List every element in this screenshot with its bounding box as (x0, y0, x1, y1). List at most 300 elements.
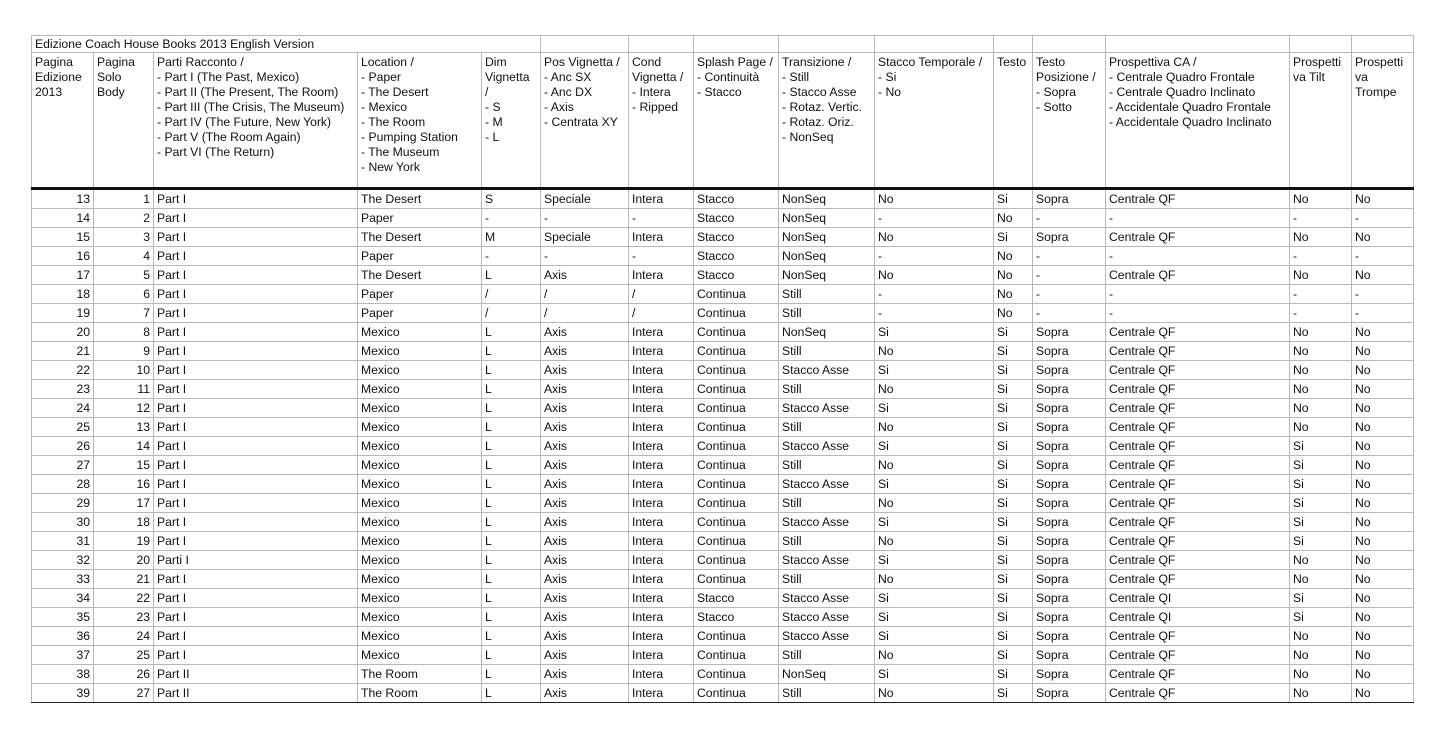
table-cell[interactable]: No (994, 209, 1033, 228)
column-header[interactable] (875, 53, 994, 189)
table-cell[interactable]: Mexico (358, 380, 482, 399)
table-cell[interactable]: - (1033, 209, 1106, 228)
table-cell[interactable]: The Room (358, 684, 482, 703)
table-cell[interactable]: No (1352, 627, 1414, 646)
table-cell[interactable]: Paper (358, 209, 482, 228)
table-cell[interactable]: Mexico (358, 494, 482, 513)
table-cell[interactable]: Part I (154, 189, 358, 209)
table-cell[interactable]: / (482, 304, 541, 323)
table-cell[interactable]: L (482, 475, 541, 494)
table-cell[interactable]: Si (875, 589, 994, 608)
table-cell[interactable]: 8 (94, 323, 154, 342)
table-cell[interactable]: Axis (541, 399, 629, 418)
table-cell[interactable]: Centrale QF (1106, 266, 1290, 285)
table-cell[interactable]: L (482, 589, 541, 608)
table-cell[interactable]: Si (875, 513, 994, 532)
table-cell[interactable]: L (482, 627, 541, 646)
table-cell[interactable]: The Desert (358, 266, 482, 285)
table-cell[interactable]: - (1352, 285, 1414, 304)
table-cell[interactable]: Si (875, 665, 994, 684)
table-cell[interactable]: Speciale (541, 228, 629, 247)
table-cell[interactable]: L (482, 342, 541, 361)
table-cell[interactable]: M (482, 228, 541, 247)
table-cell[interactable]: Si (875, 475, 994, 494)
table-cell[interactable]: Continua (694, 551, 779, 570)
table-cell[interactable]: Axis (541, 684, 629, 703)
table-cell[interactable]: Intera (629, 437, 694, 456)
table-cell[interactable]: Intera (629, 551, 694, 570)
table-cell[interactable]: 18 (32, 285, 94, 304)
table-cell[interactable]: L (482, 266, 541, 285)
table-cell[interactable]: L (482, 399, 541, 418)
table-cell[interactable]: Stacco (694, 266, 779, 285)
table-cell[interactable]: Intera (629, 456, 694, 475)
table-cell[interactable]: Part I (154, 437, 358, 456)
table-cell[interactable]: 28 (32, 475, 94, 494)
column-header[interactable] (154, 53, 358, 189)
table-cell[interactable]: Axis (541, 589, 629, 608)
table-cell[interactable]: Stacco Asse (779, 399, 875, 418)
table-cell[interactable]: 17 (32, 266, 94, 285)
table-cell[interactable]: Sopra (1033, 532, 1106, 551)
table-cell[interactable]: Axis (541, 532, 629, 551)
table-cell[interactable]: Axis (541, 665, 629, 684)
table-cell[interactable]: 7 (94, 304, 154, 323)
table-cell[interactable]: Si (994, 189, 1033, 209)
table-cell[interactable]: Continua (694, 627, 779, 646)
empty-cell[interactable] (1106, 36, 1290, 53)
table-cell[interactable]: Axis (541, 570, 629, 589)
table-cell[interactable]: Sopra (1033, 646, 1106, 665)
table-cell[interactable]: The Room (358, 665, 482, 684)
column-header[interactable] (541, 53, 629, 189)
column-header[interactable] (779, 53, 875, 189)
empty-cell[interactable] (694, 36, 779, 53)
table-cell[interactable]: Mexico (358, 361, 482, 380)
table-cell[interactable]: 1 (94, 189, 154, 209)
table-cell[interactable]: 26 (32, 437, 94, 456)
table-cell[interactable]: Part I (154, 285, 358, 304)
table-cell[interactable]: Si (994, 418, 1033, 437)
table-cell[interactable]: Sopra (1033, 342, 1106, 361)
table-cell[interactable]: Mexico (358, 418, 482, 437)
table-cell[interactable]: Si (1290, 456, 1352, 475)
table-cell[interactable]: Continua (694, 323, 779, 342)
table-cell[interactable]: - (541, 247, 629, 266)
table-cell[interactable]: Part I (154, 456, 358, 475)
table-cell[interactable]: Si (1290, 513, 1352, 532)
column-header[interactable] (358, 53, 482, 189)
table-cell[interactable]: Si (994, 494, 1033, 513)
table-cell[interactable]: Centrale QF (1106, 532, 1290, 551)
table-cell[interactable]: - (1106, 209, 1290, 228)
table-cell[interactable]: Axis (541, 646, 629, 665)
table-cell[interactable]: Si (1290, 589, 1352, 608)
table-cell[interactable]: L (482, 513, 541, 532)
table-cell[interactable]: Centrale QF (1106, 228, 1290, 247)
table-cell[interactable]: Axis (541, 513, 629, 532)
table-cell[interactable]: / (629, 304, 694, 323)
table-cell[interactable]: / (541, 304, 629, 323)
table-cell[interactable]: Si (994, 646, 1033, 665)
table-cell[interactable]: Centrale QF (1106, 475, 1290, 494)
table-cell[interactable]: Sopra (1033, 513, 1106, 532)
table-cell[interactable]: Sopra (1033, 475, 1106, 494)
table-cell[interactable]: 13 (32, 189, 94, 209)
table-cell[interactable]: Stacco Asse (779, 513, 875, 532)
table-cell[interactable]: Intera (629, 399, 694, 418)
column-header[interactable] (1106, 53, 1290, 189)
table-cell[interactable]: - (1106, 247, 1290, 266)
table-cell[interactable]: No (1290, 323, 1352, 342)
table-cell[interactable]: 36 (32, 627, 94, 646)
table-cell[interactable]: No (875, 494, 994, 513)
table-cell[interactable]: NonSeq (779, 209, 875, 228)
table-cell[interactable]: No (1352, 684, 1414, 703)
table-cell[interactable]: Mexico (358, 342, 482, 361)
table-cell[interactable]: Stacco (694, 589, 779, 608)
table-cell[interactable]: Sopra (1033, 418, 1106, 437)
table-cell[interactable]: Intera (629, 589, 694, 608)
table-cell[interactable]: Continua (694, 380, 779, 399)
table-cell[interactable]: Intera (629, 532, 694, 551)
table-cell[interactable]: Intera (629, 361, 694, 380)
table-cell[interactable]: Si (875, 361, 994, 380)
table-cell[interactable]: Mexico (358, 323, 482, 342)
table-cell[interactable]: No (1352, 646, 1414, 665)
table-cell[interactable]: Sopra (1033, 399, 1106, 418)
table-cell[interactable]: Intera (629, 380, 694, 399)
table-cell[interactable]: Continua (694, 304, 779, 323)
table-cell[interactable]: Paper (358, 247, 482, 266)
table-cell[interactable]: Mexico (358, 608, 482, 627)
table-cell[interactable]: Intera (629, 342, 694, 361)
table-cell[interactable]: - (1290, 304, 1352, 323)
table-cell[interactable]: S (482, 189, 541, 209)
table-cell[interactable]: Centrale QF (1106, 456, 1290, 475)
table-cell[interactable]: Part I (154, 418, 358, 437)
table-cell[interactable]: L (482, 494, 541, 513)
table-cell[interactable]: Stacco Asse (779, 589, 875, 608)
table-cell[interactable]: Sopra (1033, 323, 1106, 342)
table-cell[interactable]: Intera (629, 323, 694, 342)
column-header[interactable] (1033, 53, 1106, 189)
table-cell[interactable]: 19 (94, 532, 154, 551)
table-cell[interactable]: Sopra (1033, 665, 1106, 684)
table-cell[interactable]: Intera (629, 570, 694, 589)
table-cell[interactable]: - (482, 247, 541, 266)
table-cell[interactable]: Intera (629, 266, 694, 285)
table-cell[interactable]: - (1033, 304, 1106, 323)
table-cell[interactable]: / (541, 285, 629, 304)
table-cell[interactable]: Si (994, 551, 1033, 570)
table-cell[interactable]: Si (875, 323, 994, 342)
table-cell[interactable]: Mexico (358, 532, 482, 551)
table-cell[interactable]: Centrale QF (1106, 361, 1290, 380)
table-cell[interactable]: / (482, 285, 541, 304)
table-cell[interactable]: 19 (32, 304, 94, 323)
table-cell[interactable]: 31 (32, 532, 94, 551)
table-cell[interactable]: Intera (629, 513, 694, 532)
table-cell[interactable]: Sopra (1033, 380, 1106, 399)
table-cell[interactable]: Sopra (1033, 437, 1106, 456)
table-cell[interactable]: Part II (154, 665, 358, 684)
table-cell[interactable]: No (1352, 513, 1414, 532)
table-cell[interactable]: No (1352, 437, 1414, 456)
table-cell[interactable]: 22 (32, 361, 94, 380)
table-cell[interactable]: Intera (629, 646, 694, 665)
table-cell[interactable]: Si (994, 342, 1033, 361)
table-cell[interactable]: Mexico (358, 646, 482, 665)
table-cell[interactable]: Centrale QF (1106, 494, 1290, 513)
table-cell[interactable]: Mexico (358, 475, 482, 494)
table-cell[interactable]: 2 (94, 209, 154, 228)
table-cell[interactable]: Intera (629, 494, 694, 513)
column-header[interactable] (1352, 53, 1414, 189)
table-cell[interactable]: Mexico (358, 551, 482, 570)
table-cell[interactable]: Continua (694, 418, 779, 437)
table-cell[interactable]: 27 (32, 456, 94, 475)
table-cell[interactable]: 33 (32, 570, 94, 589)
table-cell[interactable]: 14 (32, 209, 94, 228)
table-cell[interactable]: No (875, 456, 994, 475)
table-cell[interactable]: Centrale QF (1106, 513, 1290, 532)
table-cell[interactable]: 10 (94, 361, 154, 380)
table-cell[interactable]: Mexico (358, 589, 482, 608)
table-cell[interactable]: No (1352, 399, 1414, 418)
table-cell[interactable]: Mexico (358, 627, 482, 646)
table-cell[interactable]: No (875, 532, 994, 551)
table-cell[interactable]: No (1352, 665, 1414, 684)
table-cell[interactable]: Stacco (694, 608, 779, 627)
table-cell[interactable]: No (1290, 418, 1352, 437)
column-header[interactable] (482, 53, 541, 189)
table-cell[interactable]: No (1352, 228, 1414, 247)
table-cell[interactable]: Part I (154, 627, 358, 646)
table-cell[interactable]: Axis (541, 380, 629, 399)
table-cell[interactable]: No (1290, 342, 1352, 361)
table-cell[interactable]: No (1352, 494, 1414, 513)
table-cell[interactable]: Still (779, 684, 875, 703)
table-cell[interactable]: Centrale QF (1106, 189, 1290, 209)
table-cell[interactable]: Centrale QF (1106, 418, 1290, 437)
table-cell[interactable]: Mexico (358, 399, 482, 418)
table-cell[interactable]: Mexico (358, 570, 482, 589)
table-cell[interactable]: 12 (94, 399, 154, 418)
table-cell[interactable]: Part I (154, 646, 358, 665)
table-cell[interactable]: Si (994, 589, 1033, 608)
table-cell[interactable]: Sopra (1033, 589, 1106, 608)
sheet-title[interactable]: Edizione Coach House Books 2013 English Version (32, 36, 541, 53)
column-header[interactable] (1290, 53, 1352, 189)
table-cell[interactable]: Part I (154, 475, 358, 494)
table-cell[interactable]: Still (779, 418, 875, 437)
table-cell[interactable]: - (629, 247, 694, 266)
table-cell[interactable]: 25 (32, 418, 94, 437)
table-cell[interactable]: Intera (629, 418, 694, 437)
empty-cell[interactable] (779, 36, 875, 53)
table-cell[interactable]: L (482, 608, 541, 627)
table-cell[interactable]: The Desert (358, 228, 482, 247)
table-cell[interactable]: 26 (94, 665, 154, 684)
table-cell[interactable]: Axis (541, 361, 629, 380)
table-cell[interactable]: Si (994, 380, 1033, 399)
table-cell[interactable]: L (482, 646, 541, 665)
table-cell[interactable]: - (1033, 266, 1106, 285)
table-cell[interactable]: Part I (154, 399, 358, 418)
table-cell[interactable]: NonSeq (779, 228, 875, 247)
table-cell[interactable]: No (1290, 646, 1352, 665)
table-cell[interactable]: Stacco Asse (779, 437, 875, 456)
table-cell[interactable]: Si (994, 570, 1033, 589)
table-cell[interactable]: Si (1290, 532, 1352, 551)
table-cell[interactable]: Part I (154, 247, 358, 266)
table-cell[interactable]: - (1352, 247, 1414, 266)
table-cell[interactable]: Intera (629, 684, 694, 703)
table-cell[interactable]: NonSeq (779, 323, 875, 342)
table-cell[interactable]: 15 (32, 228, 94, 247)
table-cell[interactable]: Axis (541, 551, 629, 570)
table-cell[interactable]: - (541, 209, 629, 228)
table-cell[interactable]: The Desert (358, 189, 482, 209)
table-cell[interactable]: L (482, 551, 541, 570)
table-cell[interactable]: Continua (694, 684, 779, 703)
table-cell[interactable]: - (1290, 209, 1352, 228)
table-cell[interactable]: No (994, 266, 1033, 285)
table-cell[interactable]: Sopra (1033, 189, 1106, 209)
table-cell[interactable]: 22 (94, 589, 154, 608)
table-cell[interactable]: Stacco Asse (779, 361, 875, 380)
table-cell[interactable]: 24 (94, 627, 154, 646)
table-cell[interactable]: - (875, 304, 994, 323)
table-cell[interactable]: Centrale QI (1106, 608, 1290, 627)
table-cell[interactable]: Si (1290, 437, 1352, 456)
table-cell[interactable]: Centrale QI (1106, 589, 1290, 608)
table-cell[interactable]: Intera (629, 228, 694, 247)
table-cell[interactable]: No (1352, 418, 1414, 437)
table-cell[interactable]: - (875, 209, 994, 228)
table-cell[interactable]: Centrale QF (1106, 323, 1290, 342)
table-cell[interactable]: Part I (154, 342, 358, 361)
table-cell[interactable]: Stacco (694, 209, 779, 228)
table-cell[interactable]: No (1290, 266, 1352, 285)
table-cell[interactable]: Continua (694, 456, 779, 475)
table-cell[interactable]: Si (994, 228, 1033, 247)
table-cell[interactable]: NonSeq (779, 266, 875, 285)
table-cell[interactable]: Centrale QF (1106, 399, 1290, 418)
table-cell[interactable]: Sopra (1033, 570, 1106, 589)
table-cell[interactable]: No (1290, 684, 1352, 703)
table-cell[interactable]: Axis (541, 456, 629, 475)
table-cell[interactable]: Sopra (1033, 608, 1106, 627)
table-cell[interactable]: No (1352, 342, 1414, 361)
table-cell[interactable]: L (482, 456, 541, 475)
table-cell[interactable]: Part I (154, 304, 358, 323)
table-cell[interactable]: NonSeq (779, 247, 875, 266)
table-cell[interactable]: 5 (94, 266, 154, 285)
table-cell[interactable]: Stacco Asse (779, 627, 875, 646)
table-cell[interactable]: L (482, 323, 541, 342)
table-cell[interactable]: No (1352, 456, 1414, 475)
table-cell[interactable]: 18 (94, 513, 154, 532)
empty-cell[interactable] (629, 36, 694, 53)
table-cell[interactable]: 15 (94, 456, 154, 475)
table-cell[interactable]: Intera (629, 627, 694, 646)
table-cell[interactable]: Stacco (694, 228, 779, 247)
table-cell[interactable]: Part I (154, 570, 358, 589)
table-cell[interactable]: No (994, 247, 1033, 266)
table-cell[interactable]: Axis (541, 494, 629, 513)
table-cell[interactable]: Si (875, 437, 994, 456)
table-cell[interactable]: Centrale QF (1106, 551, 1290, 570)
table-cell[interactable]: Still (779, 570, 875, 589)
table-cell[interactable]: Intera (629, 189, 694, 209)
table-cell[interactable]: No (1290, 380, 1352, 399)
table-cell[interactable]: Still (779, 532, 875, 551)
table-cell[interactable]: - (1106, 285, 1290, 304)
table-cell[interactable]: No (1352, 551, 1414, 570)
table-cell[interactable]: Continua (694, 646, 779, 665)
table-cell[interactable]: Still (779, 646, 875, 665)
table-cell[interactable]: Part I (154, 323, 358, 342)
table-cell[interactable]: Stacco (694, 189, 779, 209)
table-cell[interactable]: Part I (154, 494, 358, 513)
table-cell[interactable]: No (1352, 323, 1414, 342)
table-cell[interactable]: No (1352, 570, 1414, 589)
table-cell[interactable]: Part I (154, 361, 358, 380)
table-cell[interactable]: Stacco Asse (779, 608, 875, 627)
table-cell[interactable]: Sopra (1033, 361, 1106, 380)
table-cell[interactable]: - (1033, 285, 1106, 304)
table-cell[interactable]: NonSeq (779, 189, 875, 209)
column-header[interactable] (694, 53, 779, 189)
table-cell[interactable]: - (629, 209, 694, 228)
table-cell[interactable]: Continua (694, 494, 779, 513)
table-cell[interactable]: Continua (694, 342, 779, 361)
table-cell[interactable]: No (875, 189, 994, 209)
table-cell[interactable]: Continua (694, 532, 779, 551)
table-cell[interactable]: 21 (32, 342, 94, 361)
table-cell[interactable]: No (1352, 589, 1414, 608)
table-cell[interactable]: 39 (32, 684, 94, 703)
table-cell[interactable]: Still (779, 456, 875, 475)
table-cell[interactable]: Intera (629, 608, 694, 627)
table-cell[interactable]: Still (779, 494, 875, 513)
table-cell[interactable]: Si (1290, 475, 1352, 494)
table-cell[interactable]: Sopra (1033, 494, 1106, 513)
table-cell[interactable]: Si (994, 437, 1033, 456)
table-cell[interactable]: Still (779, 380, 875, 399)
table-cell[interactable]: Continua (694, 361, 779, 380)
table-cell[interactable]: No (1352, 380, 1414, 399)
table-cell[interactable]: Centrale QF (1106, 570, 1290, 589)
table-cell[interactable]: Part I (154, 266, 358, 285)
table-cell[interactable]: Continua (694, 475, 779, 494)
table-cell[interactable]: Si (994, 361, 1033, 380)
table-cell[interactable]: Continua (694, 513, 779, 532)
table-cell[interactable]: NonSeq (779, 665, 875, 684)
table-cell[interactable]: No (994, 285, 1033, 304)
table-cell[interactable]: Si (994, 665, 1033, 684)
table-cell[interactable]: No (875, 684, 994, 703)
table-cell[interactable]: 25 (94, 646, 154, 665)
table-cell[interactable]: Sopra (1033, 627, 1106, 646)
table-cell[interactable]: Part I (154, 380, 358, 399)
table-cell[interactable]: Intera (629, 475, 694, 494)
table-cell[interactable]: Parti I (154, 551, 358, 570)
table-cell[interactable]: No (875, 570, 994, 589)
table-cell[interactable]: Si (1290, 494, 1352, 513)
